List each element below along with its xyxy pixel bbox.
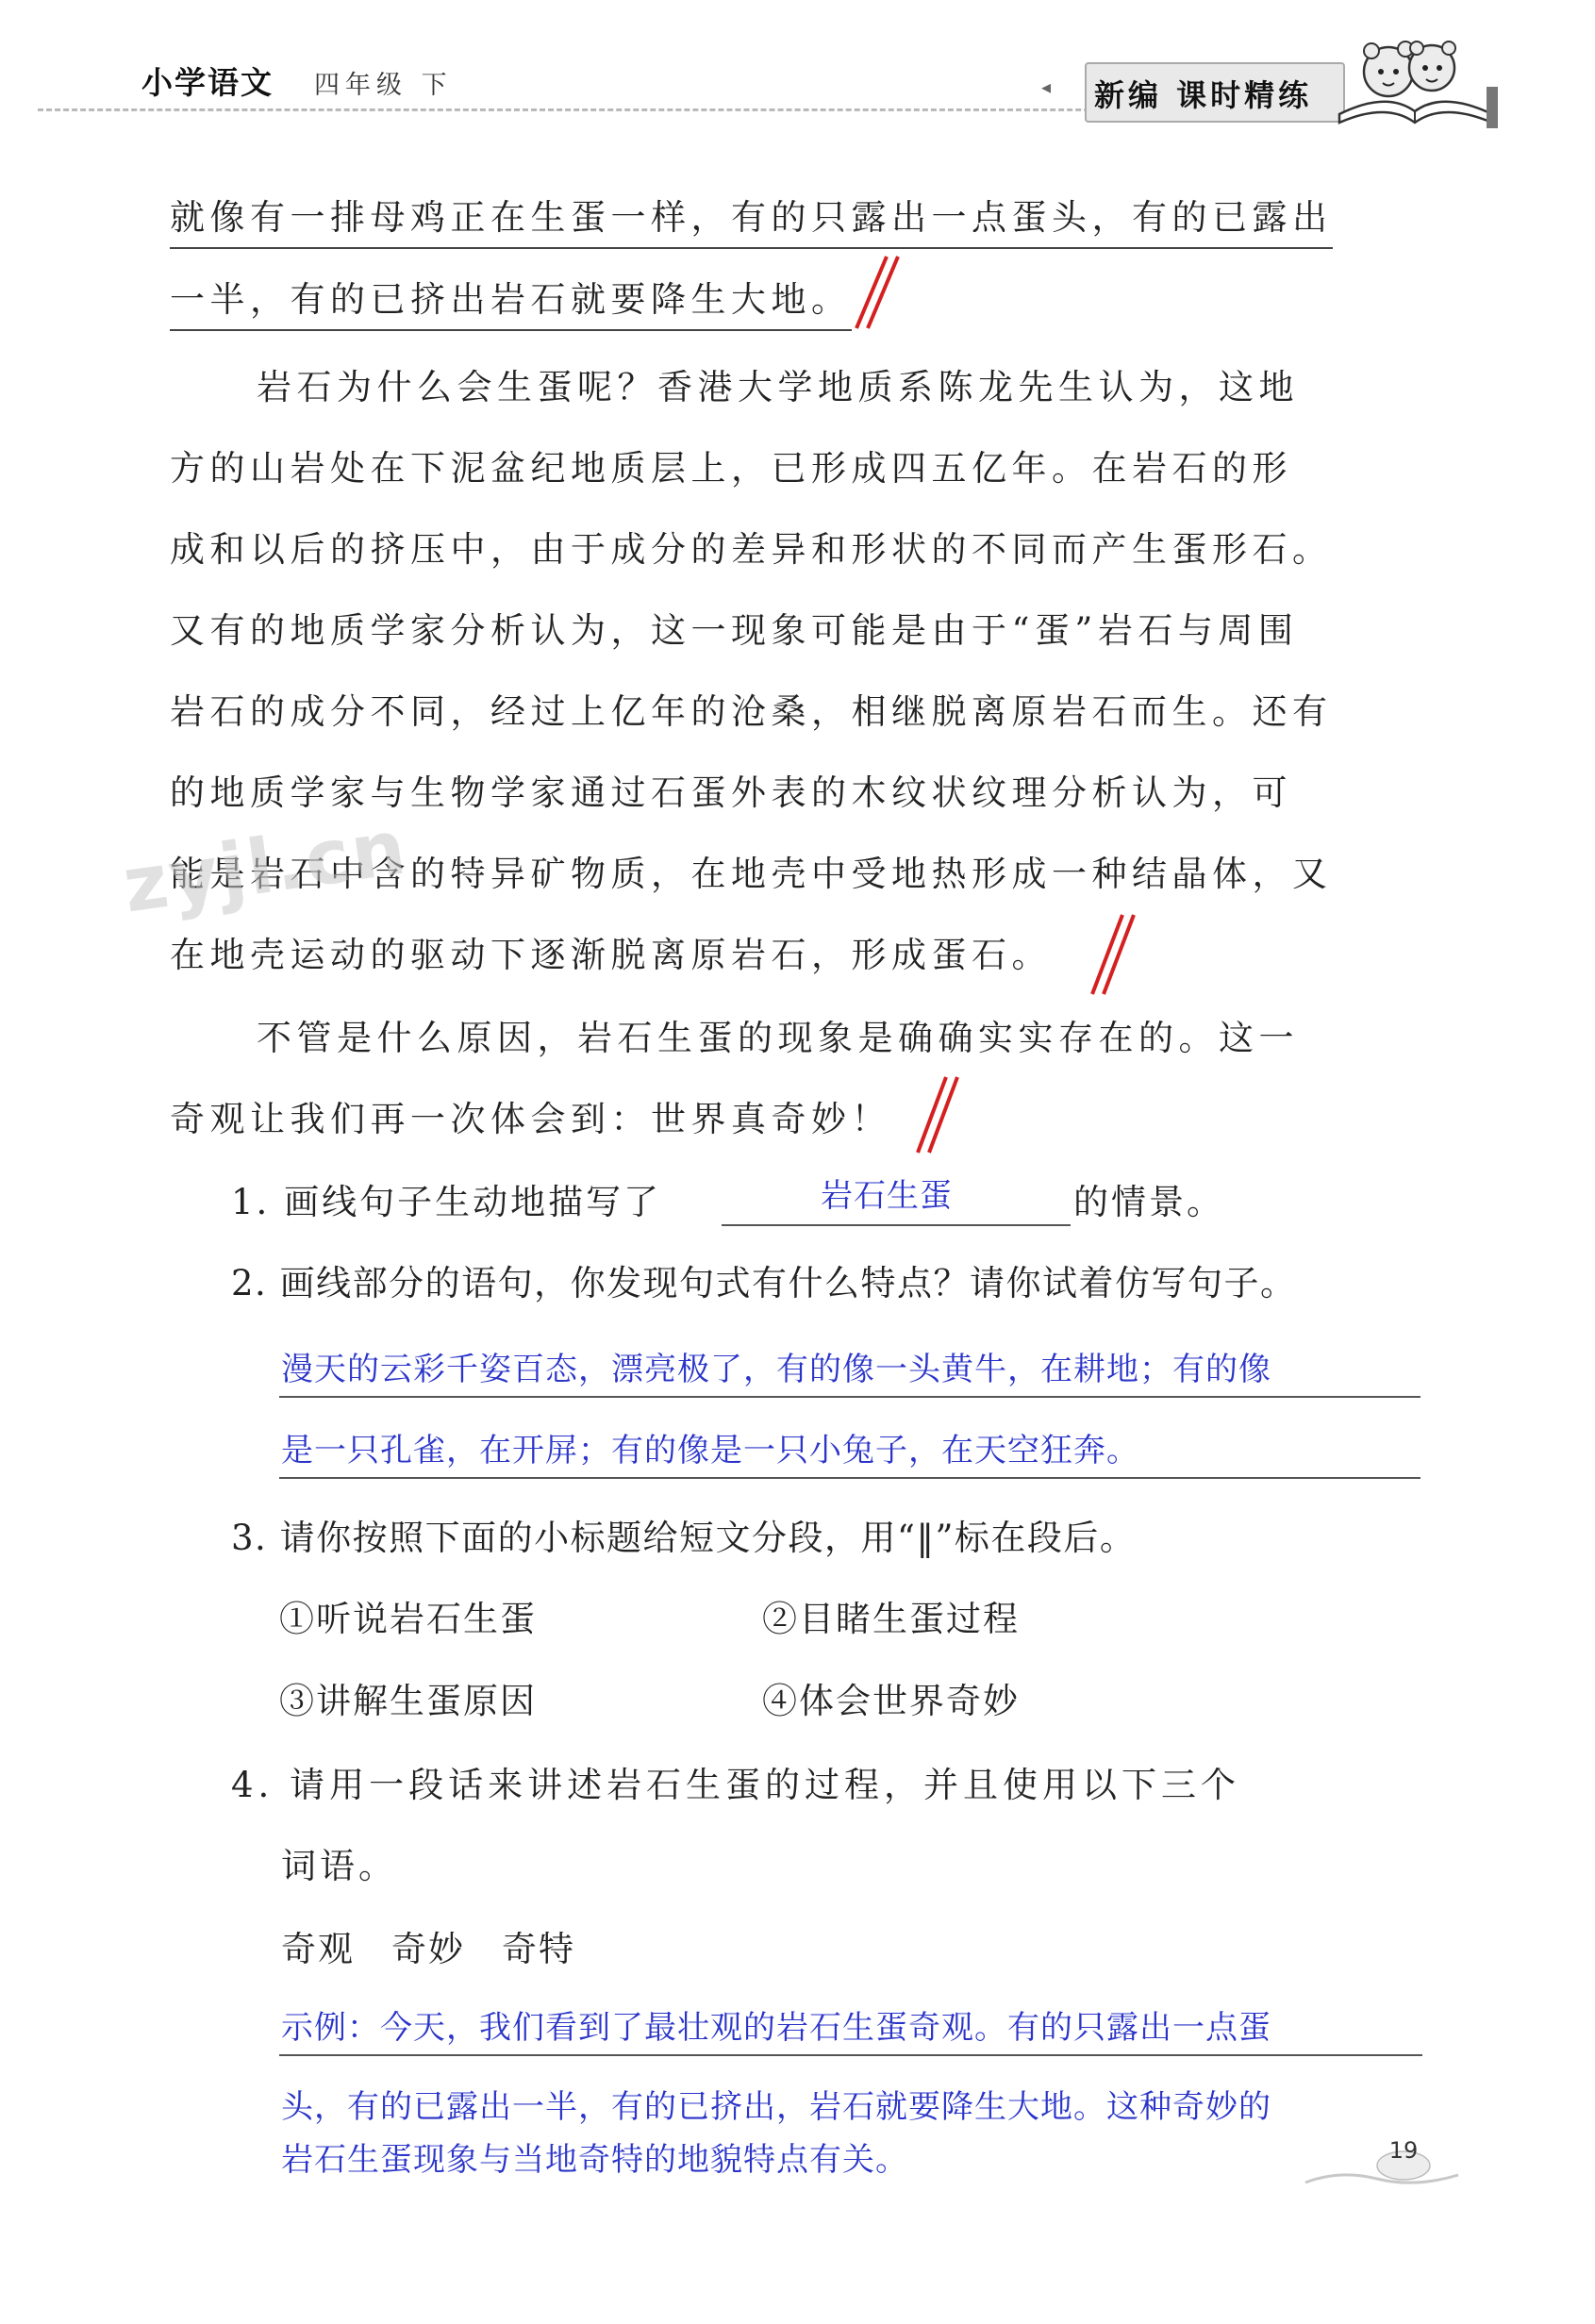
question-4-cont: 词语。 <box>281 1846 397 1886</box>
page-number: 19 <box>1388 2137 1419 2164</box>
question-2: 2. 画线部分的语句，你发现句式有什么特点？请你试着仿写句子。 <box>231 1263 1297 1303</box>
header-grade: 四年级 下 <box>314 71 453 100</box>
passage-line: 在地壳运动的驱动下逐渐脱离原岩石，形成蛋石。 <box>170 935 1052 975</box>
question-1-end: 的情景。 <box>1073 1182 1224 1222</box>
question-4-words: 奇观 奇妙 奇特 <box>281 1929 575 1969</box>
passage-line: 不管是什么原因，岩石生蛋的现象是确确实实存在的。这一 <box>257 1018 1299 1058</box>
passage-line: 一半，有的已挤出岩石就要降生大地。 <box>170 271 852 331</box>
passage-line: 成和以后的挤压中，由于成分的差异和形状的不同而产生蛋形石。 <box>170 529 1333 570</box>
answer-q2-line: 漫天的云彩千姿百态，漂亮极了，有的像一头黄牛，在耕地；有的像 <box>281 1351 1271 1388</box>
answer-q4-line: 头，有的已露出一半，有的已挤出，岩石就要降生大地。这种奇妙的 <box>281 2088 1271 2126</box>
answer-q4-line: 岩石生蛋现象与当地奇特的地貌特点有关。 <box>281 2141 908 2179</box>
header-subject: 小学语文 <box>141 64 274 101</box>
answer-q1: 岩石生蛋 <box>821 1177 953 1215</box>
answer-q2-line: 是一只孔雀，在开屏；有的像是一只小兔子，在天空狂奔。 <box>281 1432 1139 1469</box>
option-item: ④体会世界奇妙 <box>762 1681 1020 1721</box>
question-3: 3. 请你按照下面的小标题给短文分段，用“‖”标在段后。 <box>231 1518 1137 1558</box>
watermark: zyjl.cn <box>117 803 413 930</box>
option-item: ③讲解生蛋原因 <box>279 1681 537 1721</box>
passage-line: 能是岩石中含的特异矿物质，在地壳中受地热形成一种结晶体，又 <box>170 854 1333 894</box>
answer-line <box>279 1477 1421 1479</box>
passage-line: 奇观让我们再一次体会到：世界真奇妙！ <box>170 1099 891 1139</box>
question-4: 4. 请用一段话来讲述岩石生蛋的过程，并且使用以下三个 <box>231 1765 1241 1805</box>
answer-line <box>279 1396 1421 1398</box>
paragraph-break-mark <box>910 1073 967 1156</box>
question-1: 1. 画线句子生动地描写了 <box>231 1182 662 1222</box>
passage-line: 方的山岩处在下泥盆纪地质层上，已形成四五亿年。在岩石的形 <box>170 448 1292 489</box>
passage-line: 的地质学家与生物学家通过石蛋外表的木纹状纹理分析认为，可 <box>170 772 1292 813</box>
answer-q4-line: 示例：今天，我们看到了最壮观的岩石生蛋奇观。有的只露出一点蛋 <box>281 2009 1271 2047</box>
passage-line: 岩石的成分不同，经过上亿年的沧桑，相继脱离原岩石而生。还有 <box>170 691 1333 732</box>
mascot-book-icon <box>1330 25 1500 130</box>
paragraph-break-mark <box>849 253 905 332</box>
answer-blank <box>722 1224 1071 1226</box>
answer-line <box>279 2054 1422 2056</box>
passage-line: 就像有一排母鸡正在生蛋一样，有的只露出一点蛋头，有的已露出 <box>170 189 1333 249</box>
passage-line: 又有的地质学家分析认为，这一现象可能是由于“蛋”岩石与周围 <box>170 610 1299 651</box>
header-arrow-icon: ◂ <box>1041 75 1052 98</box>
passage-line: 岩石为什么会生蛋呢？香港大学地质系陈龙先生认为，这地 <box>257 367 1299 407</box>
header-brand: 新编 课时精练 <box>1094 77 1313 113</box>
option-item: ②目睹生蛋过程 <box>762 1599 1020 1639</box>
paragraph-break-mark <box>1085 911 1141 998</box>
option-item: ①听说岩石生蛋 <box>279 1599 537 1639</box>
